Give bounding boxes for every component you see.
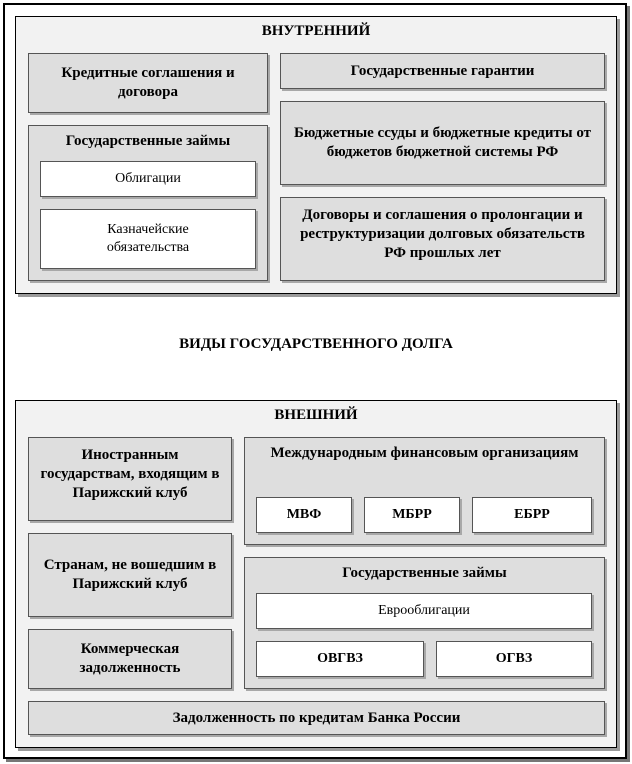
ogvz-box xyxy=(436,641,592,677)
paris-club-box xyxy=(28,437,232,521)
prolongation-label: Договоры и соглашения о пролонгации и реструктуризации долговых обязательств РФ прошлых лет xyxy=(300,207,585,261)
external-state-loans-label: Государственные займы xyxy=(342,565,507,581)
non-paris-box xyxy=(28,533,232,617)
ovgvz-label: ОВГВЗ xyxy=(317,651,363,666)
ovgvz-box xyxy=(256,641,424,677)
prolongation-box xyxy=(280,197,605,281)
internal-debt-panel xyxy=(15,16,617,294)
credit-agreements-box xyxy=(28,53,268,113)
ibrd-label: МБРР xyxy=(392,507,432,522)
commercial-debt-box xyxy=(28,629,232,689)
bonds-box xyxy=(40,161,256,197)
internal-state-loans-label: Государственные займы xyxy=(65,133,231,149)
bank-russia-box xyxy=(28,701,605,735)
ebrd-box xyxy=(472,497,592,533)
paris-club-label: Иностранным государствам, входящим в Парижский клуб xyxy=(40,447,220,501)
non-paris-label: Странам, не вошедшим в Парижский клуб xyxy=(43,557,217,592)
intl-orgs-label: Международным финансовым организациям xyxy=(270,445,579,461)
state-guarantees-label: Государственные гарантии xyxy=(350,62,535,79)
internal-debt-title: ВНУТРЕННИЙ xyxy=(261,23,371,39)
bank-russia-label: Задолженность по кредитам Банка России xyxy=(172,709,461,726)
external-debt-panel xyxy=(15,400,617,748)
budget-loans-box xyxy=(280,101,605,185)
ibrd-box xyxy=(364,497,460,533)
treasury-box xyxy=(40,209,256,269)
main-title: ВИДЫ ГОСУДАРСТВЕННОГО ДОЛГА xyxy=(179,336,453,352)
ebrd-label: ЕБРР xyxy=(514,507,550,522)
budget-loans-label: Бюджетные ссуды и бюджетные кредиты от бюджетов бюджетной системы РФ xyxy=(293,125,592,160)
bonds-label: Облигации xyxy=(115,171,181,186)
state-guarantees-box xyxy=(280,53,605,89)
external-debt-title: ВНЕШНИЙ xyxy=(274,407,358,423)
ogvz-label: ОГВЗ xyxy=(495,651,533,666)
treasury-label: Казначейские обязательства xyxy=(106,222,190,255)
credit-agreements-label: Кредитные соглашения и договора xyxy=(61,65,235,100)
eurobonds-label: Еврооблигации xyxy=(378,603,470,618)
imf-box xyxy=(256,497,352,533)
imf-label: МВФ xyxy=(286,507,322,522)
eurobonds-box xyxy=(256,593,592,629)
commercial-debt-label: Коммерческая задолженность xyxy=(79,641,181,676)
